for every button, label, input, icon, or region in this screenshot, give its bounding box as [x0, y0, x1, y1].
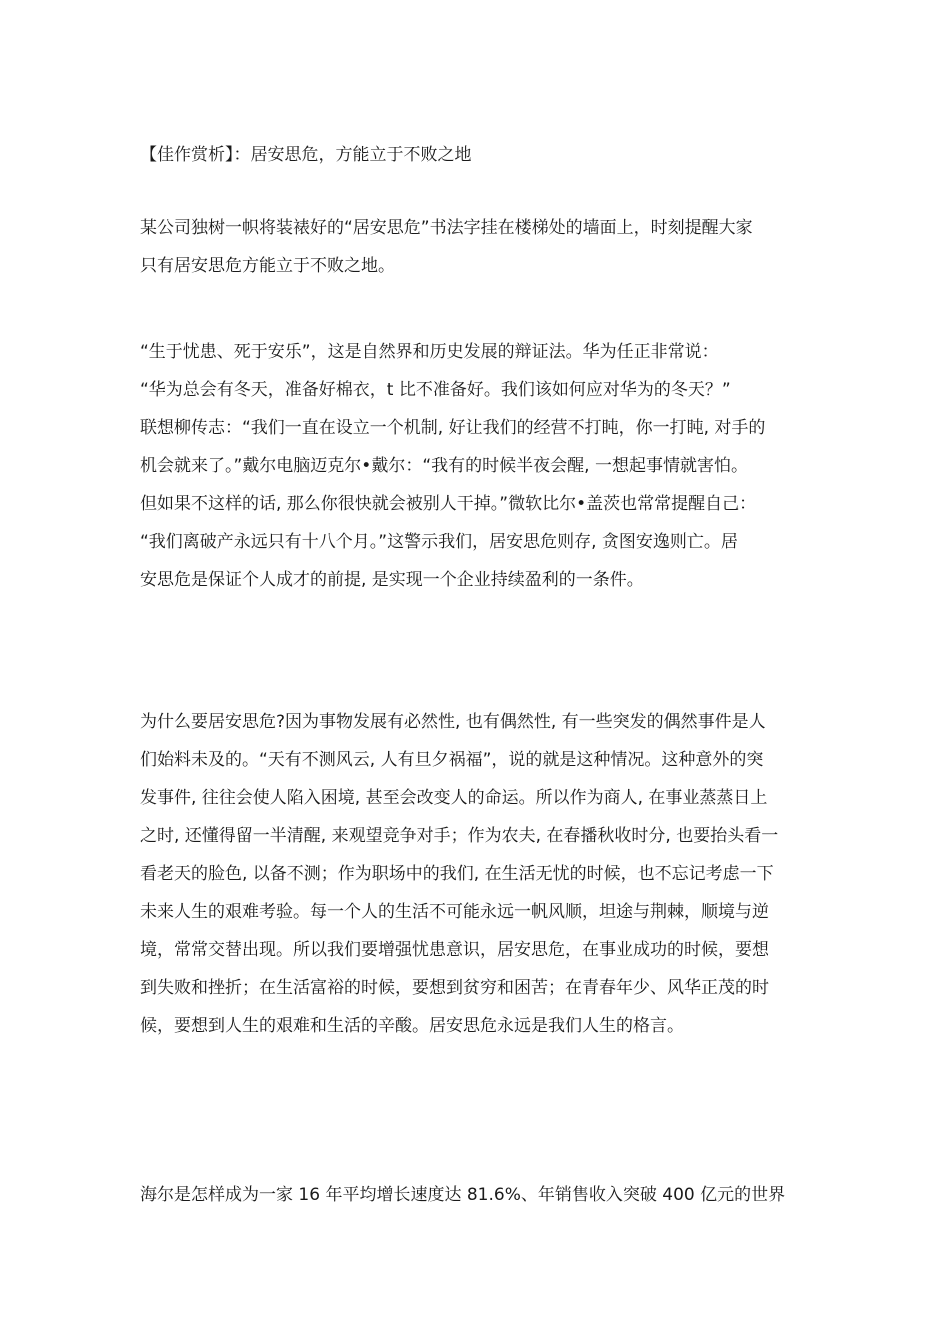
- paragraph-4: [140, 1176, 810, 1214]
- paragraph-line: 未来人生的艰难考验。每一个人的生活不可能永远一帆风顺，坦途与荆棘，顺境与逆: [140, 902, 769, 922]
- paragraph-line: 候，要想到人生的艰难和生活的辛酸。居安思危永远是我们人生的格言。: [140, 1016, 684, 1036]
- paragraph-1: [140, 209, 810, 285]
- paragraph-line: 安思危是保证个人成才的前提, 是实现一个企业持续盈利的一条件。: [140, 570, 644, 590]
- paragraph-line: 只有居安思危方能立于不败之地。: [140, 256, 395, 276]
- paragraph-line: 发事件, 往往会使人陷入困境, 甚至会改变人的命运。所以作为商人, 在事业蒸蒸日上: [140, 788, 768, 808]
- paragraph-line: 看老天的脸色, 以备不测；作为职场中的我们, 在生活无忧的时候，也不忘记考虑一下: [140, 864, 774, 884]
- page-title: 【佳作赏析】：居安思危，方能立于不败之地: [140, 145, 472, 165]
- paragraph-line: “华为总会有冬天，准备好棉衣，t 比不准备好。我们该如何应对华为的冬天？”: [140, 380, 731, 400]
- paragraph-line: 为什么要居安思危?因为事物发展有必然性, 也有偶然性, 有一些突发的偶然事件是人: [140, 712, 766, 732]
- paragraph-line: 海尔是怎样成为一家 16 年平均增长速度达 81.6%、年销售收入突破 400 亿元的世界: [140, 1185, 786, 1205]
- paragraph-line: 之时, 还懂得留一半清醒, 来观望竞争对手；作为农夫, 在春播秋收时分, 也要抬头看一: [140, 826, 779, 846]
- paragraph-line: 到失败和挫折；在生活富裕的时候，要想到贫穷和困苦；在青春年少、风华正茂的时: [140, 978, 769, 998]
- paragraph-line: 某公司独树一帜将装裱好的“居安思危”书法字挂在楼梯处的墙面上，时刻提醒大家: [140, 218, 753, 238]
- paragraph-2: [140, 333, 810, 599]
- paragraph-3: [140, 703, 810, 1045]
- paragraph-line: 机会就来了。”戴尔电脑迈克尔•戴尔：“我有的时候半夜会醒, 一想起事情就害怕。: [140, 456, 748, 476]
- paragraph-line: 们始料未及的。“天有不测风云, 人有旦夕祸福”，说的就是这种情况。这种意外的突: [140, 750, 764, 770]
- paragraph-line: 但如果不这样的话, 那么你很快就会被别人干掉。”微软比尔•盖茨也常常提醒自己：: [140, 494, 757, 514]
- paragraph-line: 境，常常交替出现。所以我们要增强忧患意识，居安思危，在事业成功的时候，要想: [140, 940, 769, 960]
- paragraph-line: “生于忧患、死于安乐”，这是自然界和历史发展的辩证法。华为任正非常说：: [140, 342, 719, 362]
- paragraph-line: “我们离破产永远只有十八个月。”这警示我们，居安思危则存, 贪图安逸则亡。居: [140, 532, 738, 552]
- paragraph-line: 联想柳传志：“我们一直在设立一个机制, 好让我们的经营不打盹，你一打盹, 对手的: [140, 418, 766, 438]
